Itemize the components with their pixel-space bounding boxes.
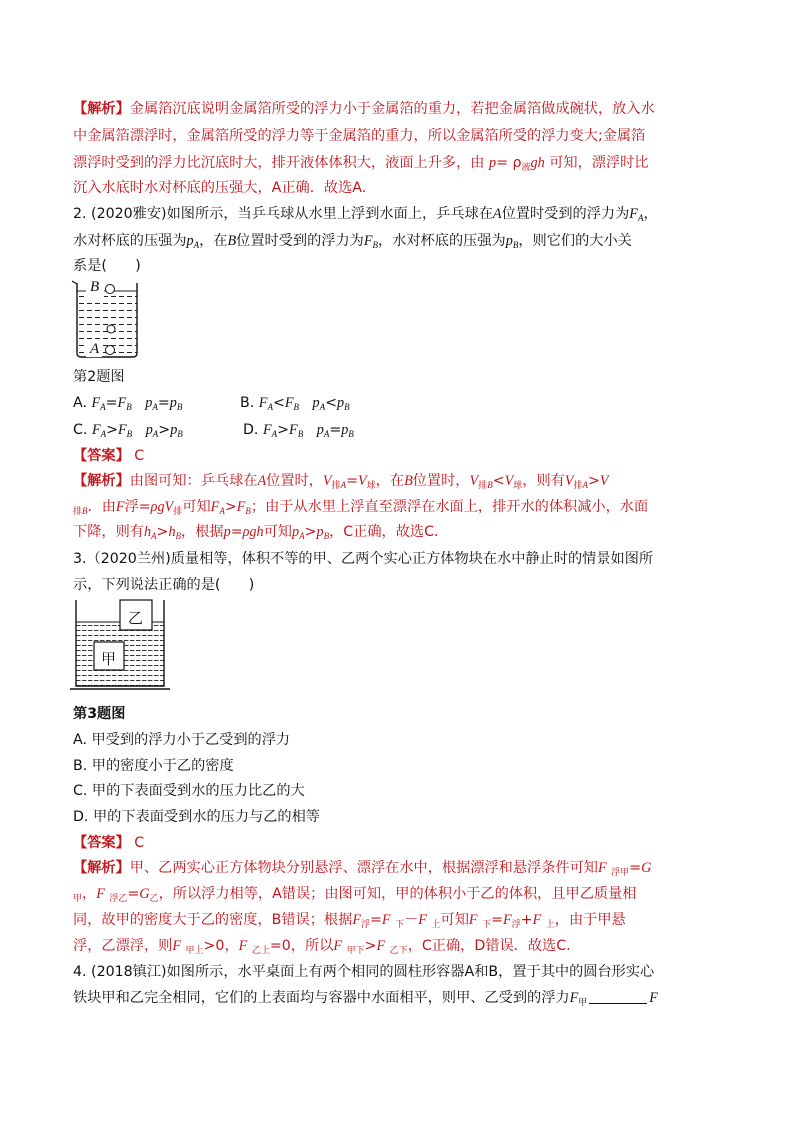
q3-explanation-line-1: 【解析】甲、乙两实心正方体物块分别悬浮、漂浮在水中，根据漂浮和悬浮条件可知F $_{浮甲}$=G (73, 860, 652, 878)
analysis-tag: 【解析】 (73, 101, 130, 117)
q3-stem-line-2: 示，下列说法正确的是( ) (73, 577, 255, 593)
q3-container-figure (70, 598, 172, 696)
q2-stem-line-3: 系是( ) (73, 258, 141, 274)
q4-stem-line-1: 4. (2018镇江)如图所示，水平桌面上有两个相同的圆柱形容器A和B，置于其中的圆台形实心 (73, 964, 655, 980)
q4-stem-line-2: 铁块甲和乙完全相同，它们的上表面均与容器中水面相平，则甲、乙受到的浮力$F_甲$ F (73, 990, 658, 1008)
top-explanation-line-4: 沉入水底时水对杯底的压强大，A正确．故选A. (73, 180, 367, 196)
top-explanation-line-2: 中金属箔漂浮时，金属箔所受的浮力等于金属箔的重力，所以金属箔所受的浮力变大;金属箔 (73, 128, 646, 144)
q2-fig-label-a: A (90, 341, 100, 357)
q3-option-d: D. 甲的下表面受到水的压力与乙的相等 (73, 809, 320, 825)
top-explanation-line-3: 漂浮时受到的浮力比沉底时大，排开液体体积大，液面上升多，由 $p= \rho_液gh$ 可知，漂浮时比 (73, 155, 649, 173)
q2-answer: 【答案】 C (73, 448, 145, 464)
q3-explanation-line-2: $_甲$，F $_{浮乙}=G_乙$，所以浮力相等，A错误；由图可知，甲的体积小于乙的体积，且甲乙质量相 (73, 886, 637, 904)
answer-blank[interactable] (589, 989, 647, 1004)
q3-option-a: A. 甲受到的浮力小于乙受到的浮力 (73, 732, 291, 748)
q3-explanation-line-3: 同，故甲的密度大于乙的密度，B错误；根据$F_浮=F$ $_下$－F $_上$可知F $_下=F_浮+F$ $_上$，由于甲悬 (73, 912, 626, 930)
q3-answer: 【答案】 C (73, 835, 145, 851)
q2-beaker-figure (70, 279, 150, 359)
q2-fig-label-b: B (90, 279, 100, 295)
q2-option-c: C. $F_A>F_B$ $p_A>p_B$ (73, 422, 183, 439)
q3-fig-label-jia: 甲 (101, 650, 117, 668)
q3-stem-line-1: 3.（2020兰州)质量相等，体积不等的甲、乙两个实心正方体物块在水中静止时的情景如图所 (73, 551, 654, 567)
q3-fig-label-yi: 乙 (128, 609, 144, 627)
top-explanation-line-1: 【解析】金属箔沉底说明金属箔所受的浮力小于金属箔的重力，若把金属箔做成碗状，放入水 (73, 101, 655, 117)
q2-explanation-line-1: 【解析】由图可知：乒乓球在A位置时，$V_{排A}=V_球$，在B位置时，$V_{排B}<V_球$，则有$V_{排A}>V$ (73, 473, 609, 491)
q3-explanation-line-4: 浮，乙漂浮，则F $_{甲上}$>0，F $_{乙上}$=0，所以F $_{甲下}$>F $_{乙下}$，C正确，D错误．故选C. (73, 938, 571, 956)
q2-stem-line-1: 2. (2020雅安)如图所示，当乒乓球从水里上浮到水面上，乒乓球在A位置时受到的浮力为$F_A$， (73, 206, 658, 223)
q2-options-row-1: A. $F_A=F_B$ $p_A=p_B$ (73, 395, 183, 412)
q3-caption: 第3题图 (73, 706, 126, 722)
q2-explanation-line-2: $_{排B}$．由F浮=ρgV$_排$可知$F_A>F_B$；由于从水里上浮直至漂浮在水面上，排开水的体积减小，水面 (73, 499, 649, 517)
q2-stem-line-2: 水对杯底的压强为$p_A$，在B位置时受到的浮力为$F_B$，水对杯底的压强为$p_B$，则它们的大小关 (73, 233, 632, 250)
q3-option-c: C. 甲的下表面受到水的压力比乙的大 (73, 783, 305, 799)
q2-option-b: B. $F_A<F_B$ $p_A<p_B$ (240, 395, 350, 412)
q3-option-b: B. 甲的密度小于乙的密度 (73, 758, 234, 774)
q2-option-d: D. $F_A>F_B$ $p_A=p_B$ (243, 422, 354, 439)
q2-explanation-line-3: 下降，则有$h_A>h_B$，根据p=ρgh可知$p_A>p_B$，C正确，故选C. (73, 524, 439, 541)
q2-caption: 第2题图 (73, 369, 125, 385)
